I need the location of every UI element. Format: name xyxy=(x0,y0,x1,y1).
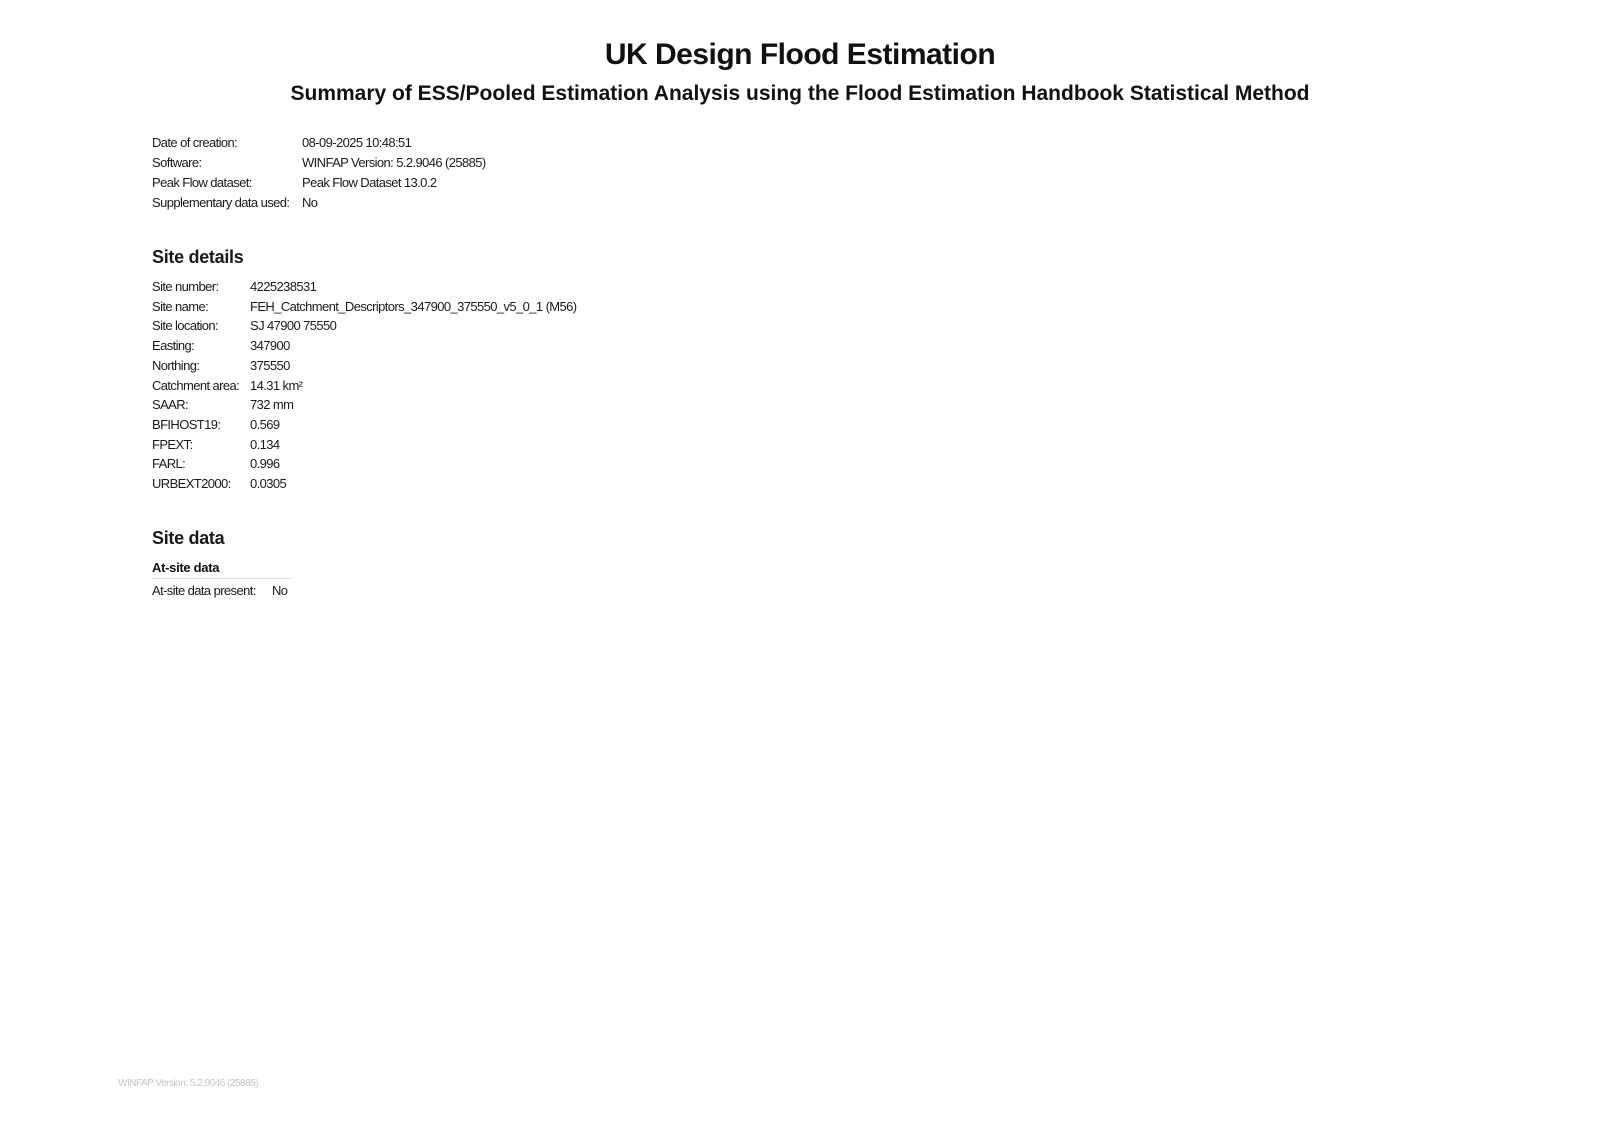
site-value: FEH_Catchment_Descriptors_347900_375550_v5_0_1 (M56) xyxy=(250,298,577,314)
meta-row-peak-flow-dataset xyxy=(152,173,486,193)
site-row-urbext2000 xyxy=(152,474,577,494)
report-metadata-table xyxy=(152,133,486,213)
site-label: URBEXT2000: xyxy=(152,476,231,492)
site-label: Site name: xyxy=(152,298,209,314)
meta-value: Peak Flow Dataset 13.0.2 xyxy=(302,175,437,190)
site-value: SJ 47900 75550 xyxy=(250,318,337,334)
site-value: 4225238531 xyxy=(250,279,317,294)
site-row-catchment-area xyxy=(152,376,577,396)
at-site-value: No xyxy=(272,583,288,598)
meta-label: Software: xyxy=(152,155,202,170)
site-label: FPEXT: xyxy=(152,436,193,452)
site-label: SAAR: xyxy=(152,397,189,413)
at-site-data-subheading: At-site data xyxy=(152,560,292,579)
site-row-easting xyxy=(152,336,577,356)
page-subtitle: Summary of ESS/Pooled Estimation Analysis using the Flood Estimation Handbook Statistical Method xyxy=(290,82,1310,105)
site-label: Site number: xyxy=(152,279,219,294)
site-value: 375550 xyxy=(250,357,290,373)
site-label: Site location: xyxy=(152,318,219,334)
site-row-site-name xyxy=(152,297,577,317)
site-row-fpext xyxy=(152,435,577,455)
site-value: 0.569 xyxy=(250,416,280,432)
at-site-row-data-present xyxy=(152,581,287,601)
meta-label: Date of creation: xyxy=(152,135,238,150)
site-row-saar xyxy=(152,395,577,415)
site-row-northing xyxy=(152,356,577,376)
site-label: FARL: xyxy=(152,456,186,472)
site-value: 14.31 km² xyxy=(250,377,303,393)
site-row-site-number xyxy=(152,277,577,297)
site-row-bfihost19 xyxy=(152,415,577,435)
site-value: 732 mm xyxy=(250,397,294,413)
site-details-heading: Site details xyxy=(152,247,244,267)
site-label: BFIHOST19: xyxy=(152,416,221,432)
meta-row-date-of-creation xyxy=(152,133,486,153)
site-row-farl xyxy=(152,454,577,474)
page-title: UK Design Flood Estimation xyxy=(604,38,996,71)
page-footer: WINFAP Version: 5.2.9046 (25885) xyxy=(118,1078,259,1089)
meta-value: 08-09-2025 10:48:51 xyxy=(302,135,412,150)
meta-row-supplementary-data xyxy=(152,193,486,213)
site-data-heading: Site data xyxy=(152,528,225,548)
site-value: 0.0305 xyxy=(250,476,287,492)
meta-value: WINFAP Version: 5.2.9046 (25885) xyxy=(302,155,486,170)
at-site-label: At-site data present: xyxy=(152,583,256,598)
site-value: 0.134 xyxy=(250,436,280,452)
site-value: 0.996 xyxy=(250,456,280,472)
meta-row-software xyxy=(152,153,486,173)
site-label: Catchment area: xyxy=(152,377,240,393)
site-label: Easting: xyxy=(152,338,195,354)
meta-value: No xyxy=(302,195,318,210)
site-label: Northing: xyxy=(152,357,200,373)
meta-label: Supplementary data used: xyxy=(152,195,290,210)
meta-label: Peak Flow dataset: xyxy=(152,175,252,190)
site-details-table xyxy=(152,277,577,494)
site-value: 347900 xyxy=(250,338,290,354)
site-row-site-location xyxy=(152,316,577,336)
at-site-data-table xyxy=(152,581,287,601)
